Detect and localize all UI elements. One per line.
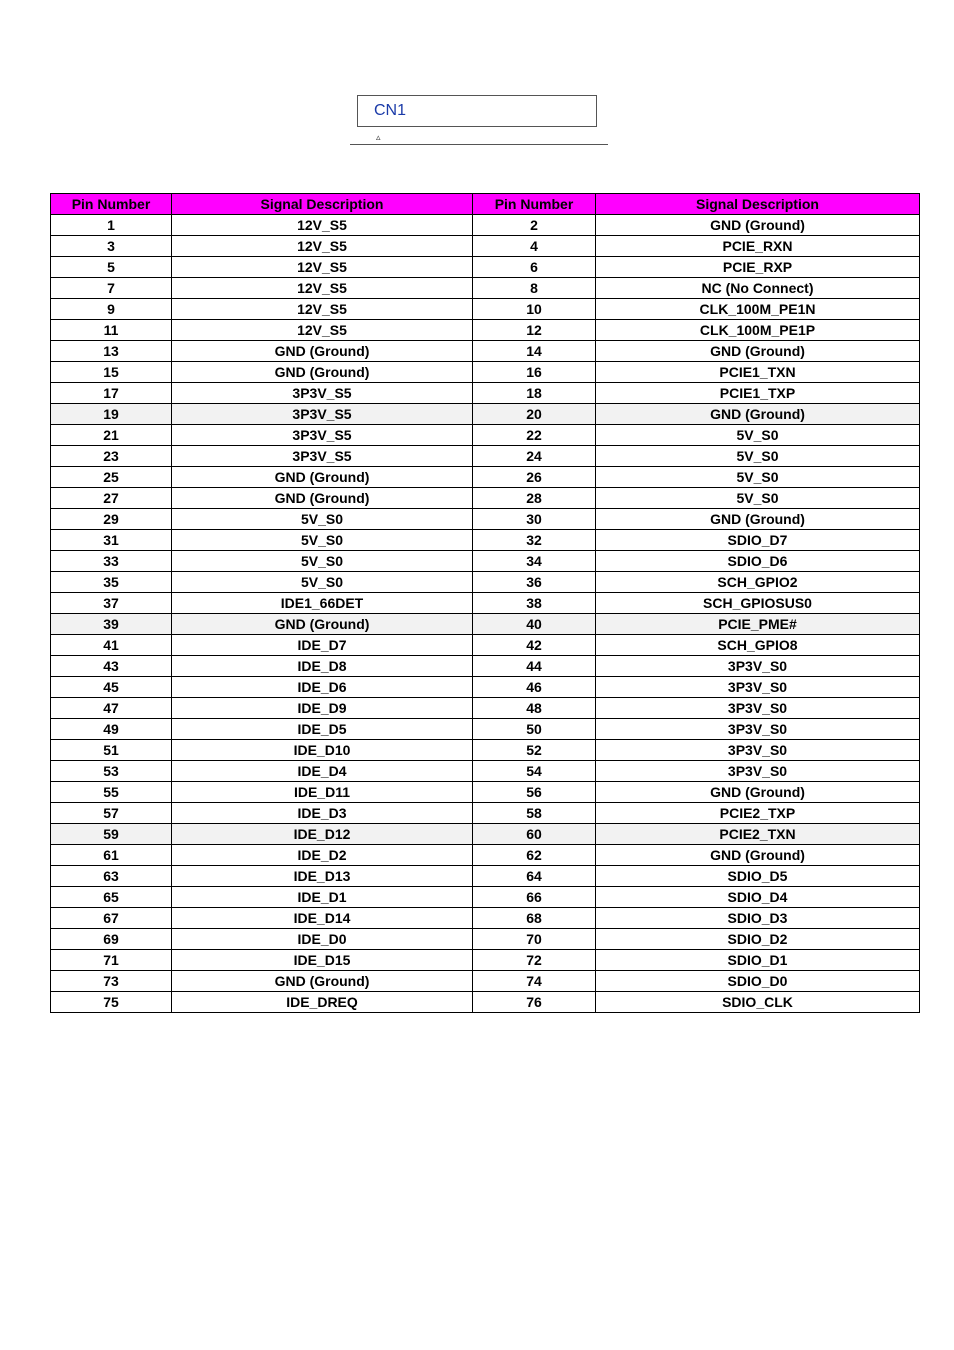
- pin-number-cell: 22: [473, 425, 596, 446]
- pin-number-cell: 7: [51, 278, 172, 299]
- signal-description-cell: GND (Ground): [172, 971, 473, 992]
- table-row: [51, 551, 920, 572]
- signal-description-cell: GND (Ground): [596, 845, 920, 866]
- table-row: [51, 614, 920, 635]
- pin-number-cell: 75: [51, 992, 172, 1013]
- signal-description-cell: 12V_S5: [172, 278, 473, 299]
- table-row: [51, 824, 920, 845]
- pin-number-cell: 2: [473, 215, 596, 236]
- signal-description-cell: GND (Ground): [172, 488, 473, 509]
- signal-description-cell: 3P3V_S0: [596, 761, 920, 782]
- pin-number-cell: 3: [51, 236, 172, 257]
- pin-number-cell: 24: [473, 446, 596, 467]
- signal-description-cell: IDE1_66DET: [172, 593, 473, 614]
- table-row: [51, 257, 920, 278]
- signal-description-cell: IDE_D12: [172, 824, 473, 845]
- pin-number-cell: 35: [51, 572, 172, 593]
- pin-number-cell: 46: [473, 677, 596, 698]
- pin-number-cell: 61: [51, 845, 172, 866]
- signal-description-cell: 5V_S0: [596, 446, 920, 467]
- table-row: [51, 278, 920, 299]
- table-header-row: [51, 194, 920, 215]
- pin-number-cell: 1: [51, 215, 172, 236]
- pin-number-cell: 20: [473, 404, 596, 425]
- signal-description-cell: SDIO_D5: [596, 866, 920, 887]
- pin-number-cell: 28: [473, 488, 596, 509]
- pin-number-cell: 67: [51, 908, 172, 929]
- table-row: [51, 530, 920, 551]
- table-row: [51, 635, 920, 656]
- header-signal-description-right: Signal Description: [596, 194, 920, 215]
- pin-number-cell: 60: [473, 824, 596, 845]
- table-row: [51, 698, 920, 719]
- signal-description-cell: PCIE_RXN: [596, 236, 920, 257]
- signal-description-cell: GND (Ground): [172, 614, 473, 635]
- pin-number-cell: 26: [473, 467, 596, 488]
- table-row: [51, 446, 920, 467]
- pin-number-cell: 59: [51, 824, 172, 845]
- pin-number-cell: 21: [51, 425, 172, 446]
- pin-number-cell: 6: [473, 257, 596, 278]
- table-row: [51, 383, 920, 404]
- table-row: [51, 677, 920, 698]
- table-row: [51, 845, 920, 866]
- signal-description-cell: SDIO_D1: [596, 950, 920, 971]
- signal-description-cell: GND (Ground): [172, 362, 473, 383]
- pin-number-cell: 55: [51, 782, 172, 803]
- signal-description-cell: SDIO_D6: [596, 551, 920, 572]
- signal-description-cell: PCIE_RXP: [596, 257, 920, 278]
- table-row: [51, 782, 920, 803]
- pin-number-cell: 47: [51, 698, 172, 719]
- table-row: [51, 320, 920, 341]
- table-row: [51, 950, 920, 971]
- pin-number-cell: 52: [473, 740, 596, 761]
- pin-number-cell: 14: [473, 341, 596, 362]
- signal-description-cell: IDE_D9: [172, 698, 473, 719]
- pin-number-cell: 27: [51, 488, 172, 509]
- signal-description-cell: IDE_D5: [172, 719, 473, 740]
- signal-description-cell: IDE_D6: [172, 677, 473, 698]
- signal-description-cell: NC (No Connect): [596, 278, 920, 299]
- signal-description-cell: 3P3V_S0: [596, 698, 920, 719]
- table-row: [51, 467, 920, 488]
- table-row: [51, 992, 920, 1013]
- pin-number-cell: 13: [51, 341, 172, 362]
- pin-number-cell: 74: [473, 971, 596, 992]
- pin-number-cell: 29: [51, 509, 172, 530]
- table-row: [51, 866, 920, 887]
- signal-description-cell: IDE_D2: [172, 845, 473, 866]
- table-row: [51, 215, 920, 236]
- pin-number-cell: 76: [473, 992, 596, 1013]
- pin-number-cell: 73: [51, 971, 172, 992]
- pin-number-cell: 10: [473, 299, 596, 320]
- pin-number-cell: 42: [473, 635, 596, 656]
- pin-number-cell: 11: [51, 320, 172, 341]
- pin-number-cell: 68: [473, 908, 596, 929]
- table-row: [51, 362, 920, 383]
- pin-number-cell: 56: [473, 782, 596, 803]
- connector-baseline: [350, 144, 608, 145]
- signal-description-cell: GND (Ground): [172, 341, 473, 362]
- pin-number-cell: 51: [51, 740, 172, 761]
- signal-description-cell: IDE_D14: [172, 908, 473, 929]
- signal-description-cell: CLK_100M_PE1N: [596, 299, 920, 320]
- signal-description-cell: GND (Ground): [172, 467, 473, 488]
- signal-description-cell: IDE_D4: [172, 761, 473, 782]
- pin-number-cell: 4: [473, 236, 596, 257]
- signal-description-cell: 5V_S0: [596, 467, 920, 488]
- signal-description-cell: GND (Ground): [596, 341, 920, 362]
- signal-description-cell: IDE_D10: [172, 740, 473, 761]
- pin-number-cell: 65: [51, 887, 172, 908]
- pin-number-cell: 15: [51, 362, 172, 383]
- pin-number-cell: 41: [51, 635, 172, 656]
- signal-description-cell: SDIO_D3: [596, 908, 920, 929]
- pin-number-cell: 18: [473, 383, 596, 404]
- signal-description-cell: IDE_D8: [172, 656, 473, 677]
- pin-number-cell: 33: [51, 551, 172, 572]
- pin-number-cell: 71: [51, 950, 172, 971]
- pin-number-cell: 5: [51, 257, 172, 278]
- pin-number-cell: 63: [51, 866, 172, 887]
- pin-number-cell: 34: [473, 551, 596, 572]
- pin-number-cell: 31: [51, 530, 172, 551]
- signal-description-cell: 3P3V_S5: [172, 425, 473, 446]
- signal-description-cell: 3P3V_S0: [596, 719, 920, 740]
- table-row: [51, 971, 920, 992]
- signal-description-cell: 5V_S0: [172, 572, 473, 593]
- signal-description-cell: 5V_S0: [596, 488, 920, 509]
- signal-description-cell: SCH_GPIO2: [596, 572, 920, 593]
- header-pin-number-right: Pin Number: [473, 194, 596, 215]
- table-row: [51, 656, 920, 677]
- pin-number-cell: 50: [473, 719, 596, 740]
- signal-description-cell: 12V_S5: [172, 236, 473, 257]
- signal-description-cell: SDIO_D2: [596, 929, 920, 950]
- signal-description-cell: PCIE_PME#: [596, 614, 920, 635]
- signal-description-cell: IDE_D13: [172, 866, 473, 887]
- pin-number-cell: 12: [473, 320, 596, 341]
- header-signal-description-left: Signal Description: [172, 194, 473, 215]
- pin-number-cell: 53: [51, 761, 172, 782]
- table-row: [51, 803, 920, 824]
- signal-description-cell: 12V_S5: [172, 257, 473, 278]
- signal-description-cell: GND (Ground): [596, 782, 920, 803]
- table-row: [51, 908, 920, 929]
- signal-description-cell: SDIO_CLK: [596, 992, 920, 1013]
- pin-number-cell: 19: [51, 404, 172, 425]
- signal-description-cell: CLK_100M_PE1P: [596, 320, 920, 341]
- pin-number-cell: 64: [473, 866, 596, 887]
- header-pin-number-left: Pin Number: [51, 194, 172, 215]
- signal-description-cell: 5V_S0: [172, 509, 473, 530]
- pin-number-cell: 58: [473, 803, 596, 824]
- pin-number-cell: 8: [473, 278, 596, 299]
- signal-description-cell: 3P3V_S0: [596, 677, 920, 698]
- pin-number-cell: 49: [51, 719, 172, 740]
- pin-number-cell: 25: [51, 467, 172, 488]
- signal-description-cell: 3P3V_S0: [596, 740, 920, 761]
- signal-description-cell: GND (Ground): [596, 215, 920, 236]
- signal-description-cell: IDE_D1: [172, 887, 473, 908]
- pin-number-cell: 32: [473, 530, 596, 551]
- pin-number-cell: 62: [473, 845, 596, 866]
- table-row: [51, 740, 920, 761]
- table-row: [51, 887, 920, 908]
- connector-label: CN1: [374, 102, 407, 119]
- table-row: [51, 719, 920, 740]
- signal-description-cell: 3P3V_S5: [172, 446, 473, 467]
- connector-notch: [357, 95, 364, 127]
- signal-description-cell: 12V_S5: [172, 320, 473, 341]
- signal-description-cell: IDE_DREQ: [172, 992, 473, 1013]
- pin-number-cell: 40: [473, 614, 596, 635]
- connector-diagram: [357, 95, 597, 127]
- table-row: [51, 572, 920, 593]
- signal-description-cell: SDIO_D4: [596, 887, 920, 908]
- signal-description-cell: SDIO_D7: [596, 530, 920, 551]
- pin-number-cell: 38: [473, 593, 596, 614]
- signal-description-cell: IDE_D0: [172, 929, 473, 950]
- table-row: [51, 929, 920, 950]
- signal-description-cell: PCIE1_TXN: [596, 362, 920, 383]
- pin-number-cell: 66: [473, 887, 596, 908]
- signal-description-cell: 5V_S0: [596, 425, 920, 446]
- pin-number-cell: 54: [473, 761, 596, 782]
- signal-description-cell: SCH_GPIOSUS0: [596, 593, 920, 614]
- pin-number-cell: 43: [51, 656, 172, 677]
- signal-description-cell: 3P3V_S5: [172, 383, 473, 404]
- pin-number-cell: 23: [51, 446, 172, 467]
- table-row: [51, 425, 920, 446]
- signal-description-cell: IDE_D7: [172, 635, 473, 656]
- table-row: [51, 761, 920, 782]
- pin-number-cell: 70: [473, 929, 596, 950]
- pin-number-cell: 69: [51, 929, 172, 950]
- table-row: [51, 404, 920, 425]
- pin-number-cell: 57: [51, 803, 172, 824]
- pin-number-cell: 37: [51, 593, 172, 614]
- table-row: [51, 341, 920, 362]
- signal-description-cell: SCH_GPIO8: [596, 635, 920, 656]
- pin-number-cell: 17: [51, 383, 172, 404]
- pin-number-cell: 44: [473, 656, 596, 677]
- signal-description-cell: IDE_D11: [172, 782, 473, 803]
- pin-number-cell: 30: [473, 509, 596, 530]
- signal-description-cell: PCIE1_TXP: [596, 383, 920, 404]
- signal-description-cell: SDIO_D0: [596, 971, 920, 992]
- signal-description-cell: 3P3V_S0: [596, 656, 920, 677]
- table-body: [51, 215, 920, 1013]
- signal-description-cell: 5V_S0: [172, 530, 473, 551]
- pin-number-cell: 39: [51, 614, 172, 635]
- table-row: [51, 299, 920, 320]
- pin-number-cell: 9: [51, 299, 172, 320]
- signal-description-cell: 3P3V_S5: [172, 404, 473, 425]
- table-row: [51, 593, 920, 614]
- pin-number-cell: 72: [473, 950, 596, 971]
- signal-description-cell: PCIE2_TXP: [596, 803, 920, 824]
- signal-description-cell: 12V_S5: [172, 215, 473, 236]
- signal-description-cell: GND (Ground): [596, 509, 920, 530]
- signal-description-cell: 12V_S5: [172, 299, 473, 320]
- pin-number-cell: 36: [473, 572, 596, 593]
- signal-description-cell: GND (Ground): [596, 404, 920, 425]
- pin-number-cell: 45: [51, 677, 172, 698]
- signal-description-cell: PCIE2_TXN: [596, 824, 920, 845]
- signal-description-cell: 5V_S0: [172, 551, 473, 572]
- pin-number-cell: 48: [473, 698, 596, 719]
- signal-description-cell: IDE_D15: [172, 950, 473, 971]
- pin1-marker-icon: ▵: [376, 133, 381, 143]
- pin-number-cell: 16: [473, 362, 596, 383]
- table-row: [51, 509, 920, 530]
- table-row: [51, 236, 920, 257]
- pinout-table: [50, 193, 920, 1013]
- table-row: [51, 488, 920, 509]
- signal-description-cell: IDE_D3: [172, 803, 473, 824]
